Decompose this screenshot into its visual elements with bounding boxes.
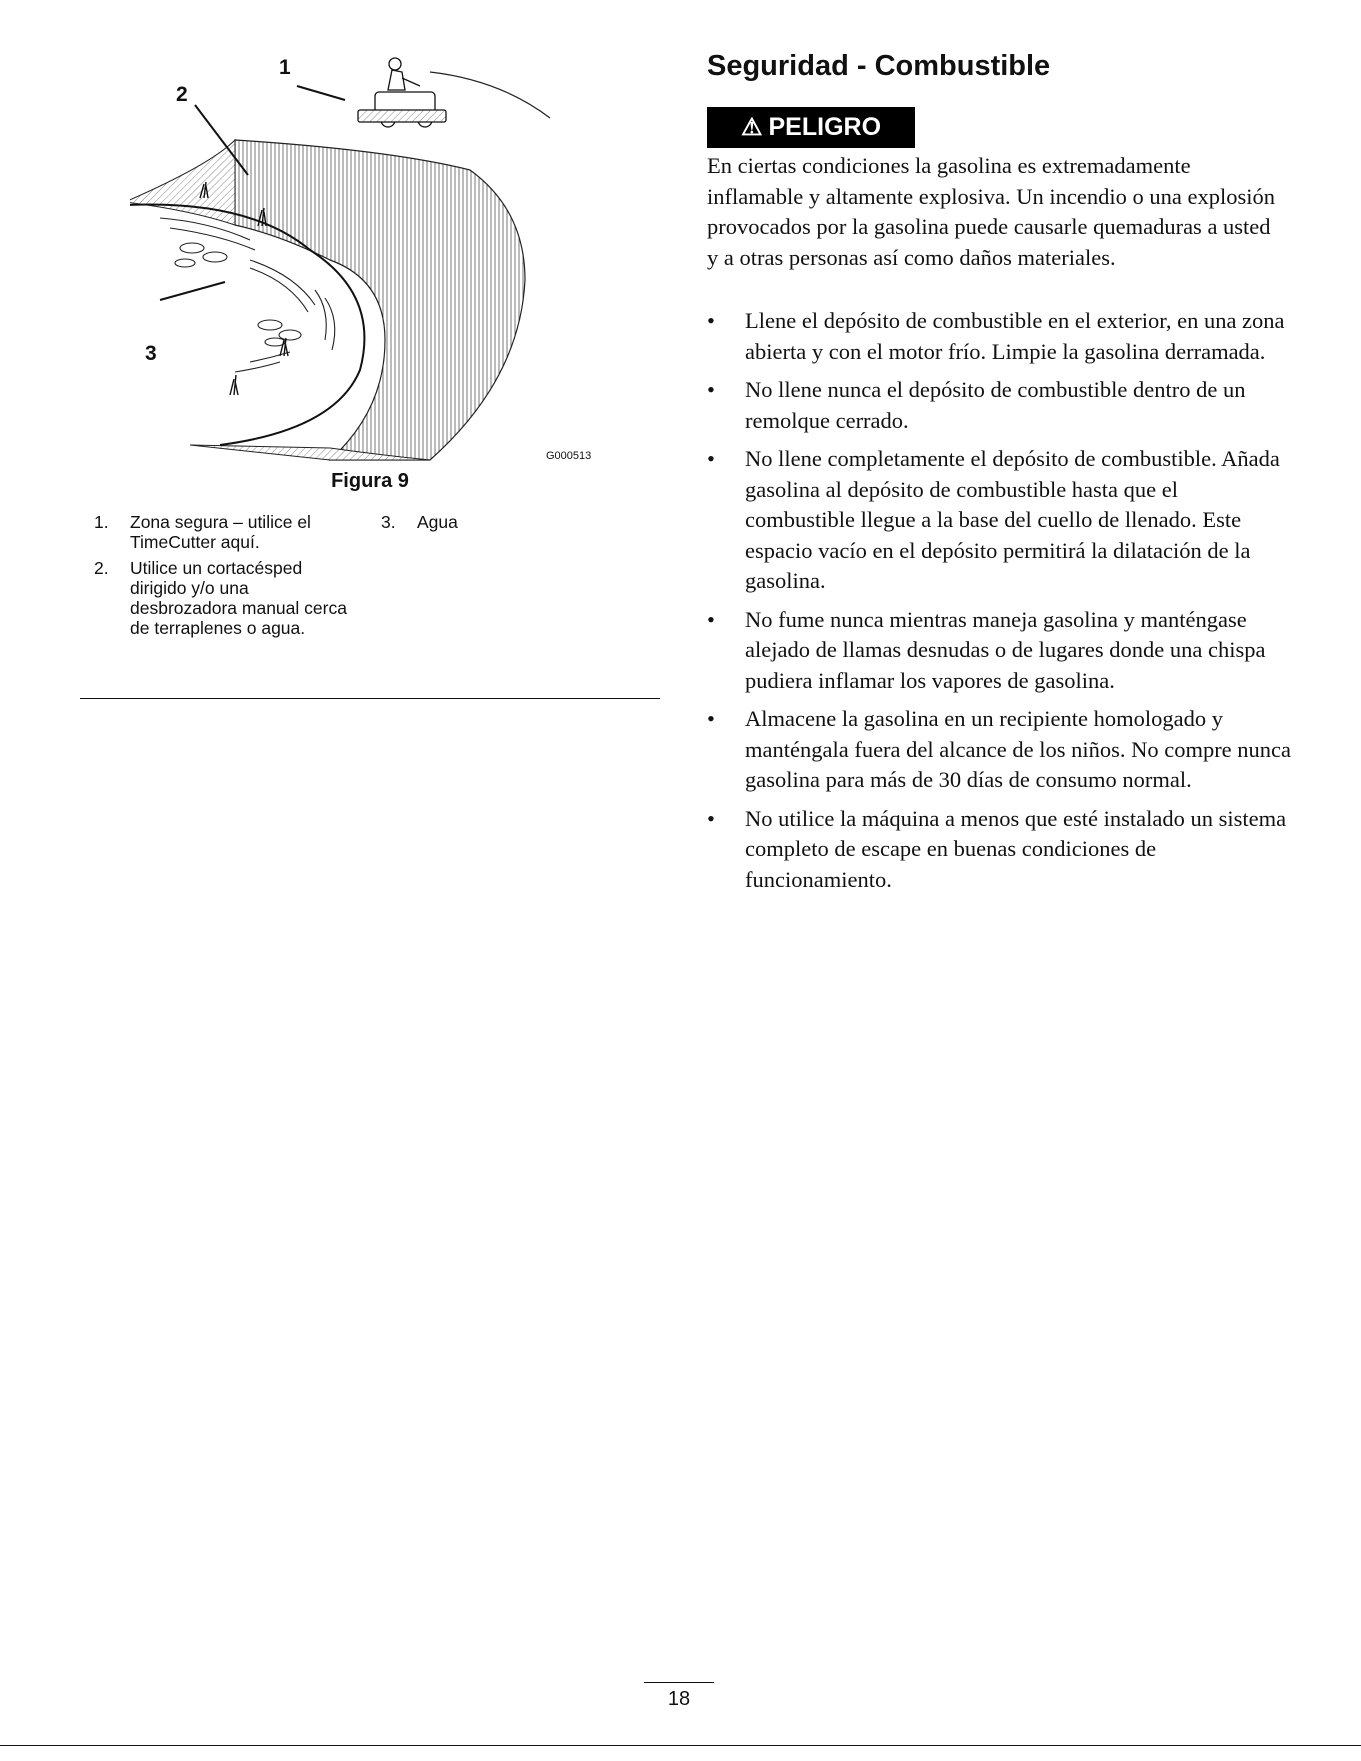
bullet-text: No llene nunca el depósito de combustible dentro de un remolque cerrado. [745, 377, 1246, 433]
bullet-icon: • [707, 706, 715, 731]
bullet-icon: • [707, 446, 715, 471]
list-item [707, 804, 1292, 896]
bullet-text: No llene completamente el depósito de combustible. Añada gasolina al depósito de combustible hasta que el combustible llegue a la base del cuello de llenado. Este espacio vacío en el depósito permitirá la dilatación de la gasolina. [745, 446, 1280, 593]
slope-area [130, 140, 235, 225]
horizon-line [430, 72, 550, 118]
bullet-icon: • [707, 805, 715, 831]
legend-text: Agua [417, 512, 458, 532]
callout-3: 3 [145, 342, 157, 365]
image-code: G000513 [546, 450, 592, 462]
bullet-text: No fume nunca mientras maneja gasolina y manténgase alejado de llamas desnudas o de lugares donde una chispa pudiera inflamar los vapores de gasolina. [745, 606, 1266, 693]
legend-item [94, 558, 354, 638]
page-number: 18 [667, 1688, 691, 1710]
list-item [707, 704, 1292, 796]
bullet-icon: • [707, 606, 715, 632]
figure-9-illustration [130, 50, 620, 470]
legend-item [381, 512, 581, 532]
warning-triangle-icon: ⚠ [740, 113, 763, 141]
safe-zone-area [235, 140, 525, 460]
intro-paragraph: En ciertas condiciones la gasolina es extremadamente inflamable y altamente explosiva. Un incendio o una explosión provocados por la gasolina puede causarle quemaduras a usted y a otras personas así como daños materiales. [707, 153, 1275, 270]
page-bottom-rule [0, 1745, 1361, 1746]
column-divider [80, 698, 660, 699]
bullet-text: Llene el depósito de combustible en el exterior, en una zona abierta y con el motor frío. Limpie la gasolina derramada. [745, 308, 1285, 364]
legend-text: Zona segura – utilice el TimeCutter aquí. [130, 512, 311, 552]
figure-legend [94, 512, 354, 644]
danger-badge [707, 107, 915, 148]
callout-1: 1 [279, 56, 291, 79]
legend-number: 2. [94, 558, 109, 578]
safety-bullet-list [707, 306, 1292, 903]
callout-2: 2 [176, 83, 188, 106]
list-item [707, 444, 1292, 597]
figure-legend-col2 [381, 512, 581, 538]
figure-caption: Figura 9 [331, 470, 409, 492]
section-title: Seguridad - Combustible [707, 50, 1051, 82]
legend-number: 3. [381, 512, 396, 532]
bullet-text: Almacene la gasolina en un recipiente homologado y manténgala fuera del alcance de los niños. No compre nunca gasolina para más de 30 días de consumo normal. [745, 706, 1292, 792]
list-item [707, 306, 1292, 367]
bullet-text: No utilice la máquina a menos que esté instalado un sistema completo de escape en buenas condiciones de funcionamiento. [745, 805, 1287, 892]
list-item [707, 605, 1292, 697]
list-item [707, 375, 1292, 436]
legend-number: 1. [94, 512, 109, 532]
page-number-rule [644, 1682, 714, 1683]
bullet-icon: • [707, 377, 715, 402]
bullet-icon: • [707, 308, 715, 333]
mower-icon [358, 58, 446, 127]
danger-label: PELIGRO [768, 113, 882, 141]
legend-text: Utilice un cortacésped dirigido y/o una desbrozadora manual cerca de terraplenes o agua. [130, 558, 347, 638]
slope-diagram [130, 50, 620, 470]
legend-item [94, 512, 354, 552]
